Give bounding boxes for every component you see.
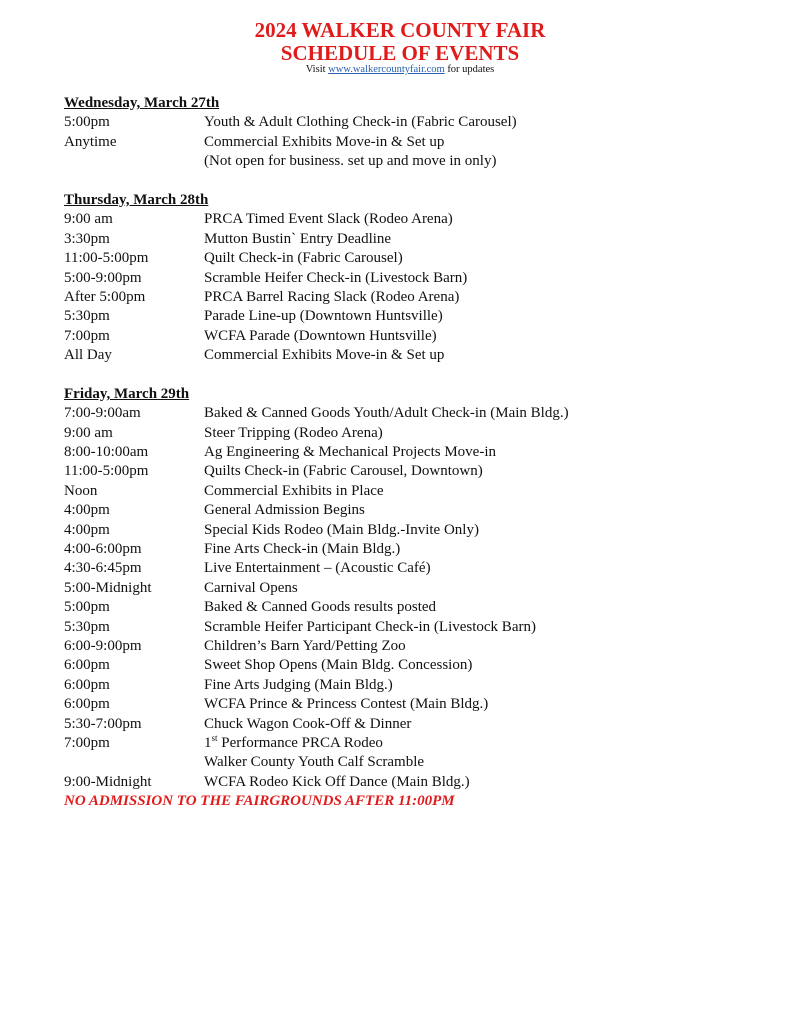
event-row [64, 404, 764, 423]
event-time: Noon [64, 482, 98, 499]
event-time: 5:00-Midnight [64, 579, 152, 596]
event-time: 7:00pm [64, 734, 110, 751]
event-time: 5:30pm [64, 618, 110, 635]
event-time: 11:00-5:00pm [64, 250, 149, 267]
event-time: 9:00-Midnight [64, 773, 152, 790]
event-description [204, 715, 411, 734]
event-description [204, 346, 444, 365]
event-row [64, 540, 764, 559]
event-text: Ag Engineering & Mechanical Projects Move-in [204, 444, 497, 461]
event-time: 9:00 am [64, 424, 113, 441]
visit-prefix: Visit [305, 64, 329, 75]
event-text: Commercial Exhibits Move-in & Set up [204, 133, 445, 150]
admission-notice: NO ADMISSION TO THE FAIRGROUNDS AFTER 11:00PM [64, 793, 455, 810]
schedule [64, 94, 764, 811]
event-description [204, 404, 569, 423]
event-text: Mutton Bustin` Entry Deadline [204, 230, 392, 247]
event-text: Commercial Exhibits in Place [204, 482, 384, 499]
event-text: Carnival Opens [204, 579, 298, 596]
event-row [64, 637, 764, 656]
event-description [204, 773, 470, 792]
event-row [64, 501, 764, 520]
event-description [204, 269, 467, 288]
event-time: 6:00pm [64, 676, 110, 693]
section-spacer [64, 172, 764, 191]
event-text: Quilts Check-in (Fabric Carousel, Downtown) [204, 463, 483, 480]
event-row [64, 424, 764, 443]
website-link[interactable]: www.walkercountyfair.com [328, 64, 445, 75]
event-text: WCFA Parade (Downtown Huntsville) [204, 327, 437, 344]
event-row [64, 695, 764, 714]
event-description [204, 501, 365, 520]
event-text: Special Kids Rodeo (Main Bldg.-Invite Only) [204, 521, 479, 538]
event-description [204, 482, 384, 501]
event-description [204, 249, 403, 268]
event-time: 5:30-7:00pm [64, 715, 142, 732]
event-text: General Admission Begins [204, 502, 365, 519]
event-description [204, 618, 536, 637]
event-time: 4:00pm [64, 521, 110, 538]
event-text: Sweet Shop Opens (Main Bldg. Concession) [204, 657, 473, 674]
day-heading: Wednesday, March 27th [64, 95, 220, 111]
event-text: Parade Line-up (Downtown Huntsville) [204, 308, 443, 325]
event-description [204, 152, 496, 171]
event-text: Baked & Canned Goods Youth/Adult Check-in (Main Bldg.) [204, 405, 569, 422]
document-subtitle: SCHEDULE OF EVENTS [280, 41, 520, 65]
event-row [64, 656, 764, 675]
event-row [64, 715, 764, 734]
day-heading: Friday, March 29th [64, 385, 190, 402]
event-time: 4:00-6:00pm [64, 540, 142, 557]
event-ordinal-suffix: st [211, 732, 218, 743]
event-time: 3:30pm [64, 230, 110, 247]
event-time: 7:00-9:00am [64, 405, 141, 422]
event-time: 5:00pm [64, 599, 110, 616]
event-description [204, 734, 383, 753]
event-row [64, 579, 764, 598]
event-time: 4:30-6:45pm [64, 560, 142, 577]
event-ordinal: 1 [204, 734, 212, 751]
event-time: All Day [64, 347, 112, 364]
event-description [204, 133, 444, 152]
event-text: PRCA Barrel Racing Slack (Rodeo Arena) [204, 288, 460, 305]
event-row [64, 230, 764, 249]
event-row [64, 327, 764, 346]
event-text: Scramble Heifer Check-in (Livestock Barn) [204, 269, 468, 286]
event-row [64, 133, 764, 152]
event-row [64, 618, 764, 637]
event-row [64, 307, 764, 326]
event-description [204, 598, 436, 617]
event-description [204, 443, 496, 462]
visit-line [0, 64, 791, 75]
event-description [204, 559, 431, 578]
event-time: 6:00pm [64, 657, 110, 674]
event-description [204, 579, 298, 598]
event-description [204, 210, 453, 229]
event-description [204, 753, 424, 772]
event-description [204, 424, 383, 443]
event-description [204, 462, 483, 481]
event-row [64, 753, 764, 772]
event-text: Fine Arts Judging (Main Bldg.) [204, 676, 393, 693]
event-text: Children’s Barn Yard/Petting Zoo [204, 637, 406, 654]
day-section [64, 385, 764, 792]
event-text: PRCA Timed Event Slack (Rodeo Arena) [204, 211, 453, 228]
event-row [64, 773, 764, 792]
event-row [64, 559, 764, 578]
event-description [204, 540, 400, 559]
visit-suffix: for updates [444, 64, 495, 75]
document-title: 2024 WALKER COUNTY FAIR [254, 18, 546, 42]
event-description [204, 307, 443, 326]
event-time: 9:00 am [64, 211, 113, 228]
event-row [64, 676, 764, 695]
event-description [204, 288, 459, 307]
event-description [204, 521, 479, 540]
event-row [64, 482, 764, 501]
event-text: Baked & Canned Goods results posted [204, 599, 437, 616]
event-description [204, 230, 391, 249]
event-text: Live Entertainment – (Acoustic Café) [204, 560, 431, 577]
event-text: WCFA Rodeo Kick Off Dance (Main Bldg.) [204, 773, 470, 790]
event-row [64, 346, 764, 365]
event-time: 5:30pm [64, 308, 110, 325]
event-row [64, 288, 764, 307]
event-row [64, 269, 764, 288]
event-text: Walker County Youth Calf Scramble [204, 754, 425, 771]
day-heading: Thursday, March 28th [64, 191, 209, 208]
event-text: Fine Arts Check-in (Main Bldg.) [204, 540, 401, 557]
event-row [64, 598, 764, 617]
section-spacer [64, 365, 764, 384]
event-text: Steer Tripping (Rodeo Arena) [204, 424, 383, 441]
event-description [204, 676, 393, 695]
event-text: Scramble Heifer Participant Check-in (Livestock Barn) [204, 618, 536, 635]
event-description [204, 113, 517, 132]
event-text: Performance PRCA Rodeo [217, 734, 383, 751]
day-section [64, 191, 764, 366]
event-text: Commercial Exhibits Move-in & Set up [204, 347, 445, 364]
event-time: 8:00-10:00am [64, 444, 149, 461]
event-time: 11:00-5:00pm [64, 463, 149, 480]
event-row [64, 462, 764, 481]
event-description [204, 637, 406, 656]
event-time: After 5:00pm [64, 288, 146, 305]
event-row [64, 210, 764, 229]
event-text: WCFA Prince & Princess Contest (Main Bldg.) [204, 696, 489, 713]
event-time: 7:00pm [64, 327, 110, 344]
event-time: Anytime [64, 133, 117, 150]
day-section [64, 94, 764, 172]
event-row [64, 152, 764, 171]
event-time: 5:00-9:00pm [64, 269, 142, 286]
event-description [204, 656, 472, 675]
event-text: Youth & Adult Clothing Check-in (Fabric Carousel) [204, 114, 517, 131]
event-description [204, 695, 488, 714]
event-time: 5:00pm [64, 114, 110, 131]
event-row [64, 734, 764, 753]
event-time: 4:00pm [64, 502, 110, 519]
event-time: 6:00-9:00pm [64, 637, 142, 654]
event-description [204, 327, 437, 346]
event-row [64, 443, 764, 462]
event-text: Chuck Wagon Cook-Off & Dinner [204, 715, 412, 732]
event-row [64, 249, 764, 268]
event-text: Quilt Check-in (Fabric Carousel) [204, 250, 403, 267]
event-row [64, 113, 764, 132]
event-text: (Not open for business. set up and move in only) [204, 153, 497, 170]
event-time: 6:00pm [64, 696, 110, 713]
event-row [64, 521, 764, 540]
